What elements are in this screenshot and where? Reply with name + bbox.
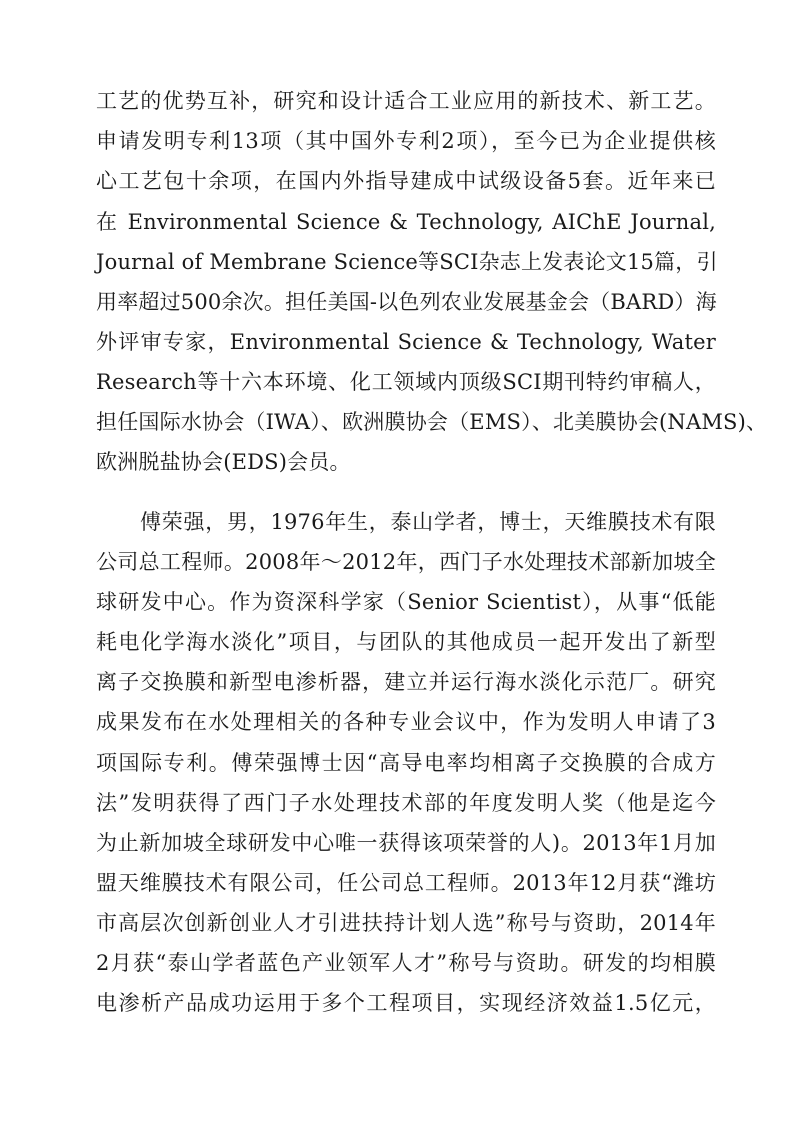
paragraph-2-line-5: 离子交换膜和新型电渗析器，建立并运行海水淡化示范厂。研究 bbox=[96, 670, 716, 694]
paragraph-1-line-7: 外评审专家，Environmental Science & Technology, Water bbox=[96, 330, 716, 354]
paragraph-2-line-2: 公司总工程师。2008年～2012年，西门子水处理技术部新加坡全 bbox=[96, 550, 716, 574]
paragraph-2-line-3: 球研发中心。作为资深科学家（Senior Scientist），从事“低能 bbox=[96, 590, 716, 614]
paragraph-1-line-10: 欧洲脱盐协会(EDS)会员。 bbox=[96, 450, 351, 474]
paragraph-1-line-4: 在 Environmental Science & Technology, AIChE Journal, bbox=[96, 210, 716, 234]
paragraph-2-line-4: 耗电化学海水淡化”项目，与团队的其他成员一起开发出了新型 bbox=[96, 630, 716, 654]
paragraph-1-line-1: 工艺的优势互补，研究和设计适合工业应用的新技术、新工艺。 bbox=[96, 89, 716, 113]
paragraph-1-line-8: Research等十六本环境、化工领域内顶级SCI期刊特约审稿人， bbox=[96, 370, 716, 394]
paragraph-2-line-1: 傅荣强，男，1976年生，泰山学者，博士，天维膜技术有限 bbox=[140, 510, 716, 534]
paragraph-2-line-8: 法”发明获得了西门子水处理技术部的年度发明人奖（他是迄今 bbox=[96, 791, 716, 815]
paragraph-2-line-11: 市高层次创新创业人才引进扶持计划人选”称号与资助，2014年 bbox=[96, 911, 716, 935]
paragraph-1-line-6: 用率超过500余次。担任美国-以色列农业发展基金会（BARD）海 bbox=[96, 290, 717, 314]
paragraph-2-line-12: 2月获“泰山学者蓝色产业领军人才”称号与资助。研发的均相膜 bbox=[96, 951, 716, 975]
paragraph-1-line-5: Journal of Membrane Science等SCI杂志上发表论文15篇，引 bbox=[96, 250, 718, 274]
paragraph-2-line-7: 项国际专利。傅荣强博士因“高导电率均相离子交换膜的合成方 bbox=[96, 751, 716, 775]
paragraph-2-line-6: 成果发布在水处理相关的各种专业会议中，作为发明人申请了3 bbox=[96, 710, 716, 734]
paragraph-1-line-3: 心工艺包十余项，在国内外指导建成中试级设备5套。近年来已 bbox=[96, 169, 716, 193]
paragraph-2-line-9: 为止新加坡全球研发中心唯一获得该项荣誉的人)。2013年1月加 bbox=[96, 831, 716, 855]
paragraph-1-line-2: 申请发明专利13项（其中国外专利2项），至今已为企业提供核 bbox=[96, 129, 716, 153]
paragraph-2-line-10: 盟天维膜技术有限公司，任公司总工程师。2013年12月获“潍坊 bbox=[96, 871, 716, 895]
paragraph-1-line-9: 担任国际水协会（IWA）、欧洲膜协会（EMS）、北美膜协会(NAMS)、 bbox=[96, 410, 768, 434]
paragraph-2-line-13: 电渗析产品成功运用于多个工程项目，实现经济效益1.5亿元， bbox=[96, 991, 716, 1015]
